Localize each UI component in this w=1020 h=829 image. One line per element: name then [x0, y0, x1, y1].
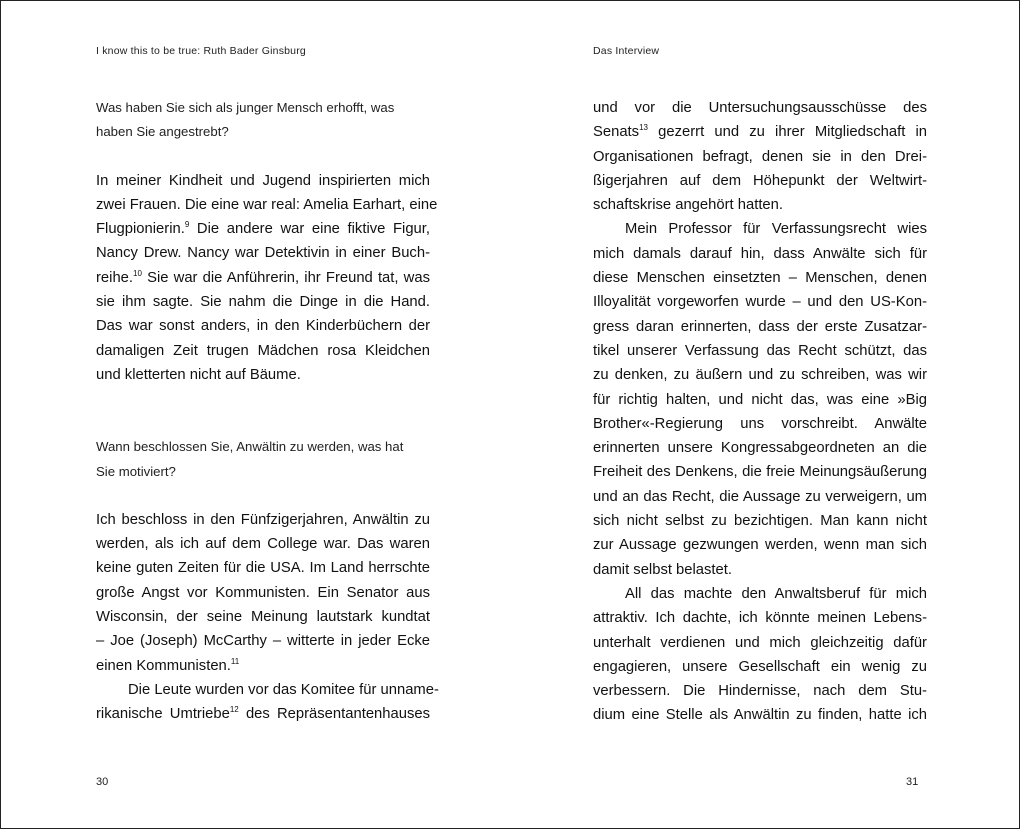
- answer-line: diese Menschen einsetzten – Menschen, denen: [593, 270, 927, 287]
- answer-line: und vor die Untersuchungsausschüsse des: [593, 100, 927, 116]
- footnote-marker: 11: [230, 656, 240, 666]
- line-text: reihe.: [96, 269, 134, 286]
- answer-line: werden, als ich auf dem College war. Das waren: [96, 536, 430, 553]
- answer-line: damaligen Zeit trugen Mädchen rosa Kleidchen: [96, 342, 430, 359]
- answer-line: – Joe (Joseph) McCarthy – witterte in jeder Ecke: [96, 633, 430, 650]
- running-head-left: I know this to be true: Ruth Bader Ginsburg: [96, 45, 306, 57]
- answer-line: In meiner Kindheit und Jugend inspirierten mich: [96, 172, 430, 189]
- answer-line: verbessern. Die Hindernisse, nach dem Stu-: [593, 683, 927, 700]
- left-text-block: [96, 96, 439, 727]
- answer-line: Brother«-Regierung uns vorschreibt. Anwälte: [593, 415, 927, 432]
- answer-line: Ich beschloss in den Fünfzigerjahren, Anwältin zu: [96, 511, 430, 528]
- answer-line: große Angst vor Kommunisten. Ein Senator aus: [96, 584, 430, 601]
- question-line: Sie motiviert?: [96, 463, 176, 479]
- line-text: Senats: [593, 124, 640, 141]
- answer-line: erinnerten unsere Kongressabgeordneten an die: [593, 440, 927, 457]
- answer-line: damit selbst belastet.: [593, 561, 732, 578]
- answer-line: [96, 654, 430, 678]
- answer-line: schaftskrise angehört hatten.: [593, 197, 784, 214]
- answer-line: sie ihm sagte. Sie nahm die Dinge in die Hand.: [96, 294, 430, 311]
- line-text: Die andere war eine fiktive Figur,: [189, 221, 430, 238]
- footnote-marker: 12: [229, 705, 239, 715]
- question-1: [96, 96, 430, 145]
- answer-line: dium eine Stelle als Anwältin zu finden, hatte ich: [593, 707, 927, 724]
- answer-line: Nancy Drew. Nancy war Detektivin in einer Buch-: [96, 245, 430, 262]
- answer-line: [96, 217, 430, 241]
- line-text: einen Kommunisten.: [96, 657, 231, 674]
- answer-line: mich damals darauf hin, dass Anwälte sich für: [593, 245, 927, 262]
- page-number-right: 31: [906, 776, 919, 788]
- paragraph-3: [593, 582, 927, 728]
- answer-line: Mein Professor für Verfassungsrecht wies: [625, 221, 927, 238]
- answer-line: [593, 120, 927, 144]
- answer-line: [96, 266, 430, 290]
- spacer: [96, 387, 430, 435]
- answer-line: Das war sonst anders, in den Kinderbüchern der: [96, 318, 430, 335]
- answer-line: Organisationen befragt, denen sie in den Drei-: [593, 148, 927, 165]
- answer-line: zu denken, zu äußern und zu schreiben, was wir: [593, 367, 927, 384]
- left-page: [1, 1, 510, 828]
- answer-line: attraktiv. Ich dachte, ich könnte meinen Lebens-: [593, 610, 927, 627]
- footnote-marker: 13: [639, 123, 648, 133]
- answer-line: [96, 702, 430, 726]
- footnote-marker: 9: [184, 220, 190, 230]
- answer-line: Freiheit des Denkens, die freie Meinungsäußerung: [593, 464, 927, 481]
- question-line: Wann beschlossen Sie, Anwältin zu werden, was hat: [96, 439, 404, 455]
- answer-line: zwei Frauen. Die eine war real: Amelia Earhart, eine: [96, 196, 438, 213]
- answer-line: und an das Recht, die Aussage zu verweigern, um: [593, 488, 927, 505]
- footnote-marker: 10: [133, 268, 142, 278]
- answer-line: unterhalt verdienen und mich gleichzeitig dafür: [593, 634, 927, 651]
- question-line: haben Sie angestrebt?: [96, 124, 229, 140]
- answer-line: Wisconsin, der seine Meinung lautstark kundtat: [96, 609, 430, 626]
- answer-line: sich nicht selbst zu bezichtigen. Man kann nicht: [593, 513, 927, 530]
- page-number-left: 30: [96, 776, 109, 788]
- line-text: rikanische Umtriebe: [96, 706, 230, 723]
- answer-line: gress daran erinnerten, dass der erste Zusatzar-: [593, 318, 927, 335]
- answer-line: keine guten Zeiten für die USA. Im Land herrschte: [96, 560, 430, 577]
- right-page: [511, 1, 1020, 828]
- answer-line: All das machte den Anwaltsberuf für mich: [625, 585, 927, 602]
- answer-2: [96, 508, 439, 727]
- paragraph-1: [593, 96, 927, 217]
- question-2: [96, 435, 430, 484]
- answer-line: für richtig halten, und nicht das, was eine »Big: [593, 391, 927, 408]
- answer-line: und kletterten nicht auf Bäume.: [96, 366, 301, 383]
- answer-line: tikel unserer Verfassung das Recht schützt, das: [593, 342, 927, 359]
- answer-line: Die Leute wurden vor das Komitee für unname-: [128, 681, 439, 698]
- spacer: [96, 145, 430, 169]
- line-text: Sie war die Anführerin, ihr Freund tat, was: [141, 269, 430, 286]
- line-text: des Repräsentantenhauses: [238, 706, 430, 723]
- right-text-block: [593, 96, 927, 728]
- answer-1: [96, 169, 438, 388]
- line-text: gezerrt und zu ihrer Mitgliedschaft in: [647, 124, 927, 141]
- answer-line: Illoyalität vorgeworfen wurde – und den US-Kon-: [593, 294, 927, 311]
- answer-line: ßigerjahren auf dem Höhepunkt der Weltwirt-: [593, 172, 927, 189]
- running-head-right: Das Interview: [593, 45, 660, 57]
- answer-line: engagieren, unsere Gesellschaft ein wenig zu: [593, 658, 927, 675]
- spacer: [96, 484, 430, 508]
- line-text: Flugpionierin.: [96, 221, 185, 238]
- question-line: Was haben Sie sich als junger Mensch erhofft, was: [96, 100, 395, 115]
- paragraph-2: [593, 217, 927, 581]
- answer-line: zur Aussage gezwungen werden, wenn man sich: [593, 537, 927, 554]
